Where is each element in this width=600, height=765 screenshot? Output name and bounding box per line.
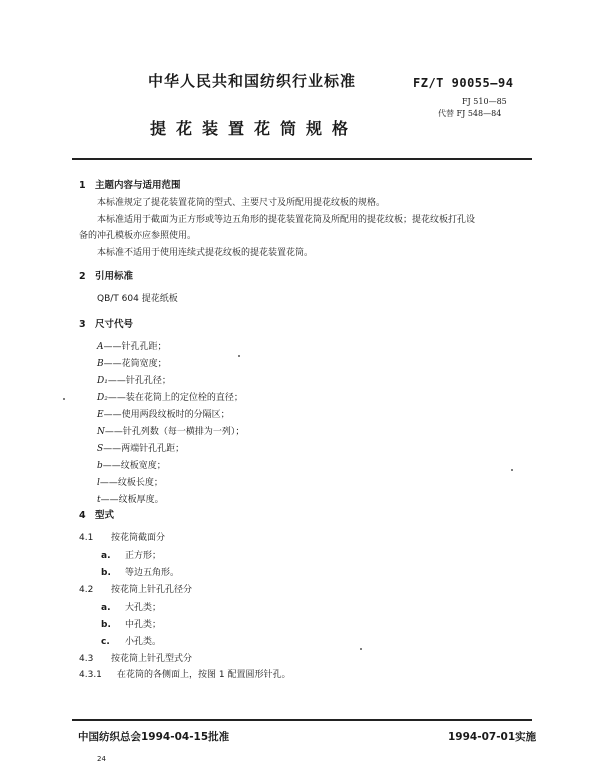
subsection-4-2: [79, 582, 192, 595]
subsection-number: 4.2: [79, 585, 94, 595]
item-text: 小孔类。: [125, 637, 162, 647]
section-3-heading: [79, 316, 133, 330]
subsection-number: 4.1: [79, 533, 94, 543]
section-title: 主题内容与适用范围: [95, 180, 181, 191]
footer-divider: [72, 719, 532, 721]
item-letter: a.: [101, 603, 111, 613]
issuing-organization: 中华人民共和国纺织行业标准: [148, 72, 357, 90]
symbol-desc: ——纹板厚度。: [100, 495, 164, 505]
list-item: [101, 617, 161, 630]
symbol-desc: ——使用两段纹板时的分隔区；: [103, 410, 230, 420]
section-number: 2: [79, 271, 86, 282]
symbol-definition: [97, 407, 230, 420]
symbol: D₁: [97, 376, 108, 386]
implementation-date: 1994-07-01实施: [448, 731, 537, 743]
item-letter: c.: [101, 637, 110, 647]
subsection-number: 4.3.1: [79, 670, 102, 680]
paragraph: 本标准适用于截面为正方形或等边五角形的提花装置花筒及所配用的提花纹板；提花纹板打孔设: [97, 215, 476, 225]
symbol: N: [97, 427, 105, 437]
section-title: 尺寸代号: [95, 319, 134, 330]
scan-speck: [238, 355, 240, 357]
approval-statement: 中国纺织总会1994-04-15批准: [78, 731, 230, 743]
symbol: b: [97, 461, 103, 471]
scan-speck: [63, 398, 65, 400]
section-2-heading: [79, 268, 133, 282]
symbol: D₂: [97, 393, 108, 403]
symbol-desc: ——装在花筒上的定位栓的直径；: [107, 393, 243, 403]
item-letter: b.: [101, 568, 111, 578]
document-title: 提花装置花筒规格: [150, 119, 359, 138]
scan-speck: [511, 469, 513, 471]
symbol-definition: [97, 339, 167, 352]
symbol-definition: [97, 424, 244, 437]
scan-speck: [360, 648, 362, 650]
item-text: 中孔类；: [125, 620, 162, 630]
section-number: 1: [79, 180, 86, 191]
page-number: 24: [97, 755, 106, 763]
section-title: 引用标准: [95, 271, 134, 282]
standard-code: FZ/T 90055—94: [413, 76, 514, 90]
list-item: [101, 565, 179, 578]
symbol: S: [97, 444, 104, 454]
symbol-definition: [97, 492, 164, 505]
section-4-heading: [79, 507, 114, 521]
section-number: 3: [79, 319, 86, 330]
symbol-definition: [97, 458, 166, 471]
symbol: E: [97, 410, 104, 420]
subsection-4-3-1: [79, 667, 290, 680]
header-divider: [72, 158, 532, 160]
paragraph: 本标准不适用于使用连续式提花纹板的提花装置花筒。: [97, 248, 314, 258]
item-text: 大孔类；: [125, 603, 162, 613]
symbol-desc: ——纹板宽度；: [102, 461, 166, 471]
symbol-definition: [97, 373, 171, 386]
symbol: B: [97, 359, 104, 369]
list-item: [101, 600, 161, 613]
item-text: 等边五角形。: [125, 568, 180, 578]
symbol-definition: [97, 475, 163, 488]
subsection-text: 在花筒的各侧面上，按图 1 配置圆形针孔。: [117, 670, 291, 680]
symbol-desc: ——针孔孔距；: [103, 342, 167, 352]
replaces-code: 代替 FJ 548—84: [438, 109, 502, 118]
referenced-standard: QB/T 604 提花纸板: [97, 294, 178, 304]
subsection-4-1: [79, 530, 165, 543]
paragraph-continuation: 备的冲孔模板亦应参照使用。: [79, 231, 197, 241]
symbol-desc: ——针孔列数（每一横排为一列）；: [104, 427, 245, 437]
section-1-heading: [79, 177, 181, 191]
symbol-definition: [97, 356, 167, 369]
symbol-desc: ——花筒宽度；: [103, 359, 167, 369]
subsection-text: 按花筒上针孔孔径分: [111, 585, 193, 595]
item-text: 正方形；: [125, 551, 162, 561]
list-item: [101, 634, 161, 647]
list-item: [101, 548, 161, 561]
symbol-desc: ——两端针孔孔距；: [103, 444, 185, 454]
item-letter: b.: [101, 620, 111, 630]
symbol-definition: [97, 441, 184, 454]
item-letter: a.: [101, 551, 111, 561]
symbol: A: [97, 342, 104, 352]
subsection-text: 按花筒截面分: [111, 533, 166, 543]
symbol-desc: ——纹板长度；: [99, 478, 163, 488]
symbol: t: [97, 495, 101, 505]
subsection-number: 4.3: [79, 654, 94, 664]
reference-code: FJ 510—85: [462, 97, 507, 106]
section-number: 4: [79, 510, 86, 521]
symbol-definition: [97, 390, 243, 403]
subsection-4-3: [79, 651, 192, 664]
section-title: 型式: [95, 510, 115, 521]
symbol-desc: ——针孔孔径；: [107, 376, 171, 386]
symbol: l: [97, 478, 100, 488]
subsection-text: 按花筒上针孔型式分: [111, 654, 193, 664]
paragraph: 本标准规定了提花装置花筒的型式、主要尺寸及所配用提花纹板的规格。: [97, 198, 386, 208]
